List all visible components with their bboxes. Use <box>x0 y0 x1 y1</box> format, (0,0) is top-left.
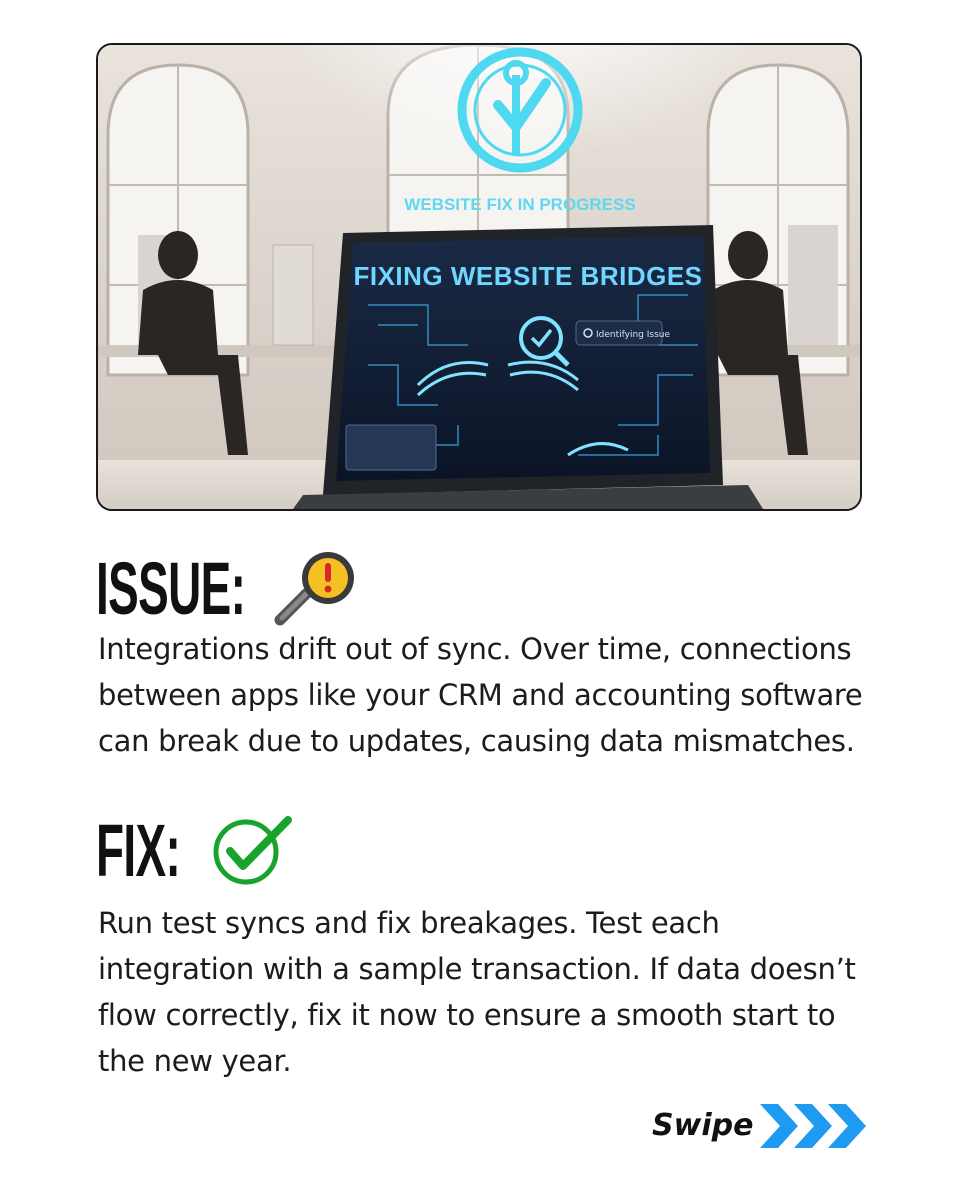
triple-chevron-right-icon[interactable] <box>760 1102 868 1150</box>
fix-text: Run test syncs and fix breakages. Test each integration with a sample transaction. If data doesn’t flow correctly, fix it now to ensure a smooth start to the new year. <box>98 906 856 1078</box>
check-circle-icon <box>210 814 294 886</box>
screen-title: FIXING WEBSITE BRIDGES <box>353 261 703 291</box>
issue-heading: ISSUE: <box>96 547 246 630</box>
issue-text: Integrations drift out of sync. Over time, connections between apps like your CRM and accounting software can break due to updates, causing data mismatches. <box>98 632 863 758</box>
screen-tooltip: Identifying Issue <box>596 330 671 340</box>
swipe-label[interactable]: Swipe <box>652 1108 754 1143</box>
hero-image <box>96 43 862 511</box>
fix-heading: FIX: <box>96 809 181 892</box>
magnifier-warning-icon <box>272 552 364 628</box>
sign-text: WEBSITE FIX IN PROGRESS <box>404 195 636 214</box>
